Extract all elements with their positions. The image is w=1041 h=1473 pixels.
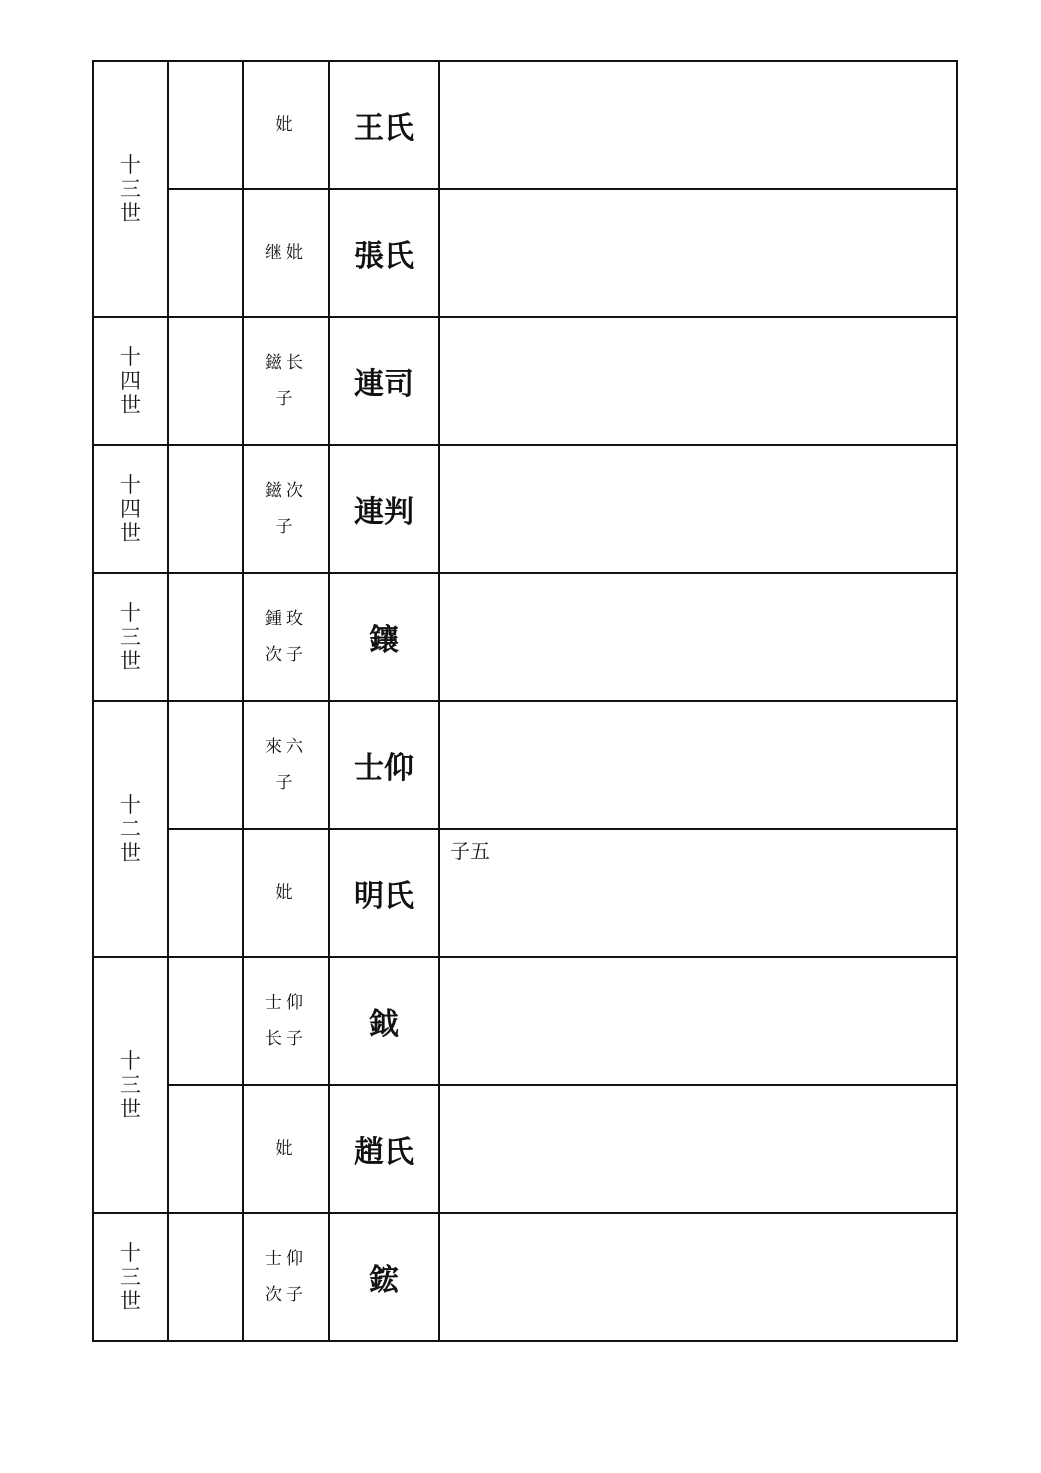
table-row	[93, 189, 957, 317]
relation-cell	[243, 445, 329, 573]
note-text: 子五	[450, 839, 490, 863]
table-row	[93, 701, 957, 829]
person-name: 士仰	[329, 701, 439, 829]
blank-cell	[168, 61, 243, 189]
generation-cell	[93, 701, 168, 957]
blank-cell	[168, 957, 243, 1085]
person-name: 連司	[329, 317, 439, 445]
blank-cell	[168, 701, 243, 829]
note-text	[440, 62, 956, 67]
relation-label: 鎡长子	[265, 353, 307, 409]
note-text	[440, 958, 956, 963]
person-name: 連判	[329, 445, 439, 573]
note-text	[440, 574, 956, 579]
relation-label: 妣	[275, 1139, 297, 1159]
note-cell	[439, 701, 957, 829]
relation-label: 妣	[275, 115, 297, 135]
blank-cell	[168, 445, 243, 573]
person-name: 趙氏	[329, 1085, 439, 1213]
generation-label: 十四世	[120, 345, 141, 417]
generation-cell	[93, 445, 168, 573]
relation-cell	[243, 189, 329, 317]
generation-label: 十四世	[120, 473, 141, 545]
relation-label: 继妣	[265, 243, 307, 263]
relation-cell	[243, 701, 329, 829]
relation-cell	[243, 1085, 329, 1213]
relation-cell	[243, 317, 329, 445]
note-cell	[439, 957, 957, 1085]
generation-label: 十三世	[120, 1241, 141, 1313]
note-text	[440, 446, 956, 451]
generation-cell	[93, 317, 168, 445]
note-text	[440, 1214, 956, 1219]
note-text	[440, 1086, 956, 1091]
relation-cell	[243, 829, 329, 957]
blank-cell	[168, 189, 243, 317]
table-row	[93, 1085, 957, 1213]
note-text	[440, 702, 956, 707]
person-name: 王氏	[329, 61, 439, 189]
relation-cell	[243, 957, 329, 1085]
generation-cell	[93, 61, 168, 317]
note-cell	[439, 1213, 957, 1341]
person-name: 鑲	[329, 573, 439, 701]
relation-cell	[243, 573, 329, 701]
blank-cell	[168, 1213, 243, 1341]
note-cell	[439, 829, 957, 957]
table-row	[93, 957, 957, 1085]
generation-cell	[93, 573, 168, 701]
person-name: 鉞	[329, 957, 439, 1085]
note-cell	[439, 445, 957, 573]
person-name: 明氏	[329, 829, 439, 957]
blank-cell	[168, 317, 243, 445]
table-row	[93, 573, 957, 701]
table-row	[93, 317, 957, 445]
person-name: 鋐	[329, 1213, 439, 1341]
note-cell	[439, 61, 957, 189]
note-cell	[439, 317, 957, 445]
relation-label: 士仰长子	[265, 993, 307, 1049]
note-text	[440, 190, 956, 195]
table-row	[93, 1213, 957, 1341]
generation-cell	[93, 957, 168, 1213]
genealogy-table	[92, 60, 958, 1342]
relation-cell	[243, 1213, 329, 1341]
relation-label: 鍾玫次子	[265, 609, 307, 665]
blank-cell	[168, 1085, 243, 1213]
generation-label: 十三世	[120, 153, 141, 225]
relation-label: 鎡次子	[265, 481, 307, 537]
table-row	[93, 61, 957, 189]
blank-cell	[168, 829, 243, 957]
relation-label: 來六子	[265, 737, 307, 793]
relation-cell	[243, 61, 329, 189]
generation-label: 十三世	[120, 601, 141, 673]
relation-label: 士仰次子	[265, 1249, 307, 1305]
note-text	[440, 318, 956, 323]
blank-cell	[168, 573, 243, 701]
generation-label: 十三世	[120, 1049, 141, 1121]
person-name: 張氏	[329, 189, 439, 317]
note-cell	[439, 1085, 957, 1213]
note-cell	[439, 189, 957, 317]
table-row	[93, 829, 957, 957]
generation-cell	[93, 1213, 168, 1341]
note-cell	[439, 573, 957, 701]
generation-label: 十二世	[120, 793, 141, 865]
table-row	[93, 445, 957, 573]
relation-label: 妣	[275, 883, 297, 903]
